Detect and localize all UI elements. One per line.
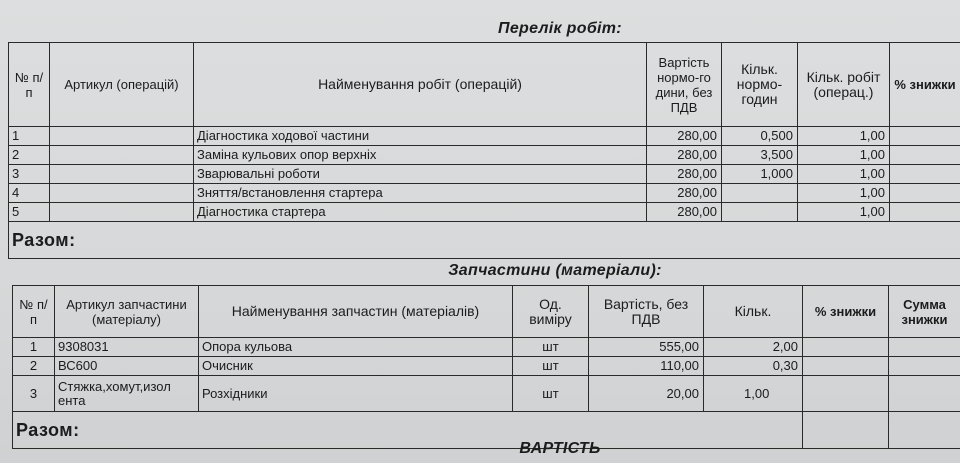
parts-header-article: Артикул запчастини (матеріалу) bbox=[55, 286, 199, 338]
parts-row-article: 9308031 bbox=[55, 338, 199, 357]
parts-total-label: Разом: bbox=[13, 412, 803, 449]
parts-row-name: Очисник bbox=[199, 357, 513, 376]
works-row-price: 280,00 bbox=[647, 203, 722, 222]
works-row-name: Діагностика ходової частини bbox=[194, 127, 647, 146]
works-header-price: Вартість нормо-го дини, без ПДВ bbox=[647, 43, 722, 127]
works-row-ops: 1,00 bbox=[798, 127, 890, 146]
works-row-name: Зварювальні роботи bbox=[194, 165, 647, 184]
parts-title: Запчастини (матеріали): bbox=[448, 262, 662, 279]
works-header-ops: Кільк. робіт (операц.) bbox=[798, 43, 890, 127]
works-row-price: 280,00 bbox=[647, 184, 722, 203]
works-row-num: 3 bbox=[9, 165, 50, 184]
works-row-hours bbox=[722, 184, 798, 203]
works-row-name: Зняття/встановлення стартера bbox=[194, 184, 647, 203]
works-header-article: Артикул (операцій) bbox=[50, 43, 194, 127]
works-row-ops: 1,00 bbox=[798, 146, 890, 165]
works-row-article bbox=[50, 146, 194, 165]
works-row-discount bbox=[890, 184, 960, 203]
works-header-row bbox=[9, 43, 960, 127]
parts-row-qty: 0,30 bbox=[704, 357, 803, 376]
works-row-article bbox=[50, 184, 194, 203]
parts-header-name: Найменування запчастин (матеріалів) bbox=[199, 286, 513, 338]
parts-row-qty: 1,00 bbox=[704, 376, 803, 412]
works-row-discount bbox=[890, 165, 960, 184]
parts-row-num: 1 bbox=[13, 338, 55, 357]
works-header-num: № п/п bbox=[9, 43, 50, 127]
works-table bbox=[8, 42, 960, 259]
works-row-discount bbox=[890, 203, 960, 222]
parts-row-discount bbox=[803, 357, 889, 376]
parts-row-unit: шт bbox=[513, 338, 589, 357]
parts-row-discount-sum bbox=[889, 376, 960, 412]
works-row-ops: 1,00 bbox=[798, 165, 890, 184]
parts-row-discount bbox=[803, 376, 889, 412]
parts-header-qty: Кільк. bbox=[704, 286, 803, 338]
works-row-hours: 3,500 bbox=[722, 146, 798, 165]
works-row-price: 280,00 bbox=[647, 146, 722, 165]
parts-header-discount-sum: Сумма знижки bbox=[889, 286, 960, 338]
cost-title: ВАРТІСТЬ bbox=[519, 440, 601, 457]
parts-row-unit: шт bbox=[513, 376, 589, 412]
works-row-hours: 1,000 bbox=[722, 165, 798, 184]
works-row-num: 5 bbox=[9, 203, 50, 222]
works-row-hours: 0,500 bbox=[722, 127, 798, 146]
works-header-name: Найменування робіт (операцій) bbox=[194, 43, 647, 127]
parts-row-name: Опора кульова bbox=[199, 338, 513, 357]
works-row-article bbox=[50, 203, 194, 222]
table-row bbox=[13, 338, 960, 357]
parts-row-price: 110,00 bbox=[589, 357, 704, 376]
parts-header-discount: % знижки bbox=[803, 286, 889, 338]
works-row-ops: 1,00 bbox=[798, 203, 890, 222]
parts-row-unit: шт bbox=[513, 357, 589, 376]
works-total-row bbox=[9, 222, 960, 259]
works-row-name: Заміна кульових опор верхніх bbox=[194, 146, 647, 165]
works-row-num: 1 bbox=[9, 127, 50, 146]
works-row-price: 280,00 bbox=[647, 165, 722, 184]
works-row-hours bbox=[722, 203, 798, 222]
parts-row-price: 20,00 bbox=[589, 376, 704, 412]
parts-header-unit: Од. виміру bbox=[513, 286, 589, 338]
parts-row-article: ВС600 bbox=[55, 357, 199, 376]
works-row-discount bbox=[890, 146, 960, 165]
parts-row-name: Розхідники bbox=[199, 376, 513, 412]
parts-row-num: 3 bbox=[13, 376, 55, 412]
table-row bbox=[13, 376, 960, 412]
works-row-ops: 1,00 bbox=[798, 184, 890, 203]
table-row bbox=[9, 184, 960, 203]
parts-header-row bbox=[13, 286, 960, 338]
works-header-discount: % знижки bbox=[890, 43, 960, 127]
parts-row-discount bbox=[803, 338, 889, 357]
works-row-article bbox=[50, 127, 194, 146]
parts-header-num: № п/п bbox=[13, 286, 55, 338]
table-row bbox=[13, 357, 960, 376]
works-row-num: 4 bbox=[9, 184, 50, 203]
works-row-num: 2 bbox=[9, 146, 50, 165]
parts-header-price: Вартість, без ПДВ bbox=[589, 286, 704, 338]
works-row-price: 280,00 bbox=[647, 127, 722, 146]
parts-row-article: Стяжка,хомут,изол ента bbox=[55, 376, 199, 412]
works-row-article bbox=[50, 165, 194, 184]
parts-row-qty: 2,00 bbox=[704, 338, 803, 357]
works-row-discount bbox=[890, 127, 960, 146]
parts-table bbox=[12, 285, 960, 449]
parts-row-discount-sum bbox=[889, 357, 960, 376]
parts-row-num: 2 bbox=[13, 357, 55, 376]
table-row bbox=[9, 165, 960, 184]
table-row bbox=[9, 127, 960, 146]
works-header-hours: Кільк. нормо-годин bbox=[722, 43, 798, 127]
table-row bbox=[9, 203, 960, 222]
table-row bbox=[9, 146, 960, 165]
works-total-label: Разом: bbox=[9, 222, 960, 259]
parts-row-discount-sum bbox=[889, 338, 960, 357]
works-title: Перелік робіт: bbox=[498, 20, 622, 37]
works-row-name: Діагностика стартера bbox=[194, 203, 647, 222]
parts-row-price: 555,00 bbox=[589, 338, 704, 357]
